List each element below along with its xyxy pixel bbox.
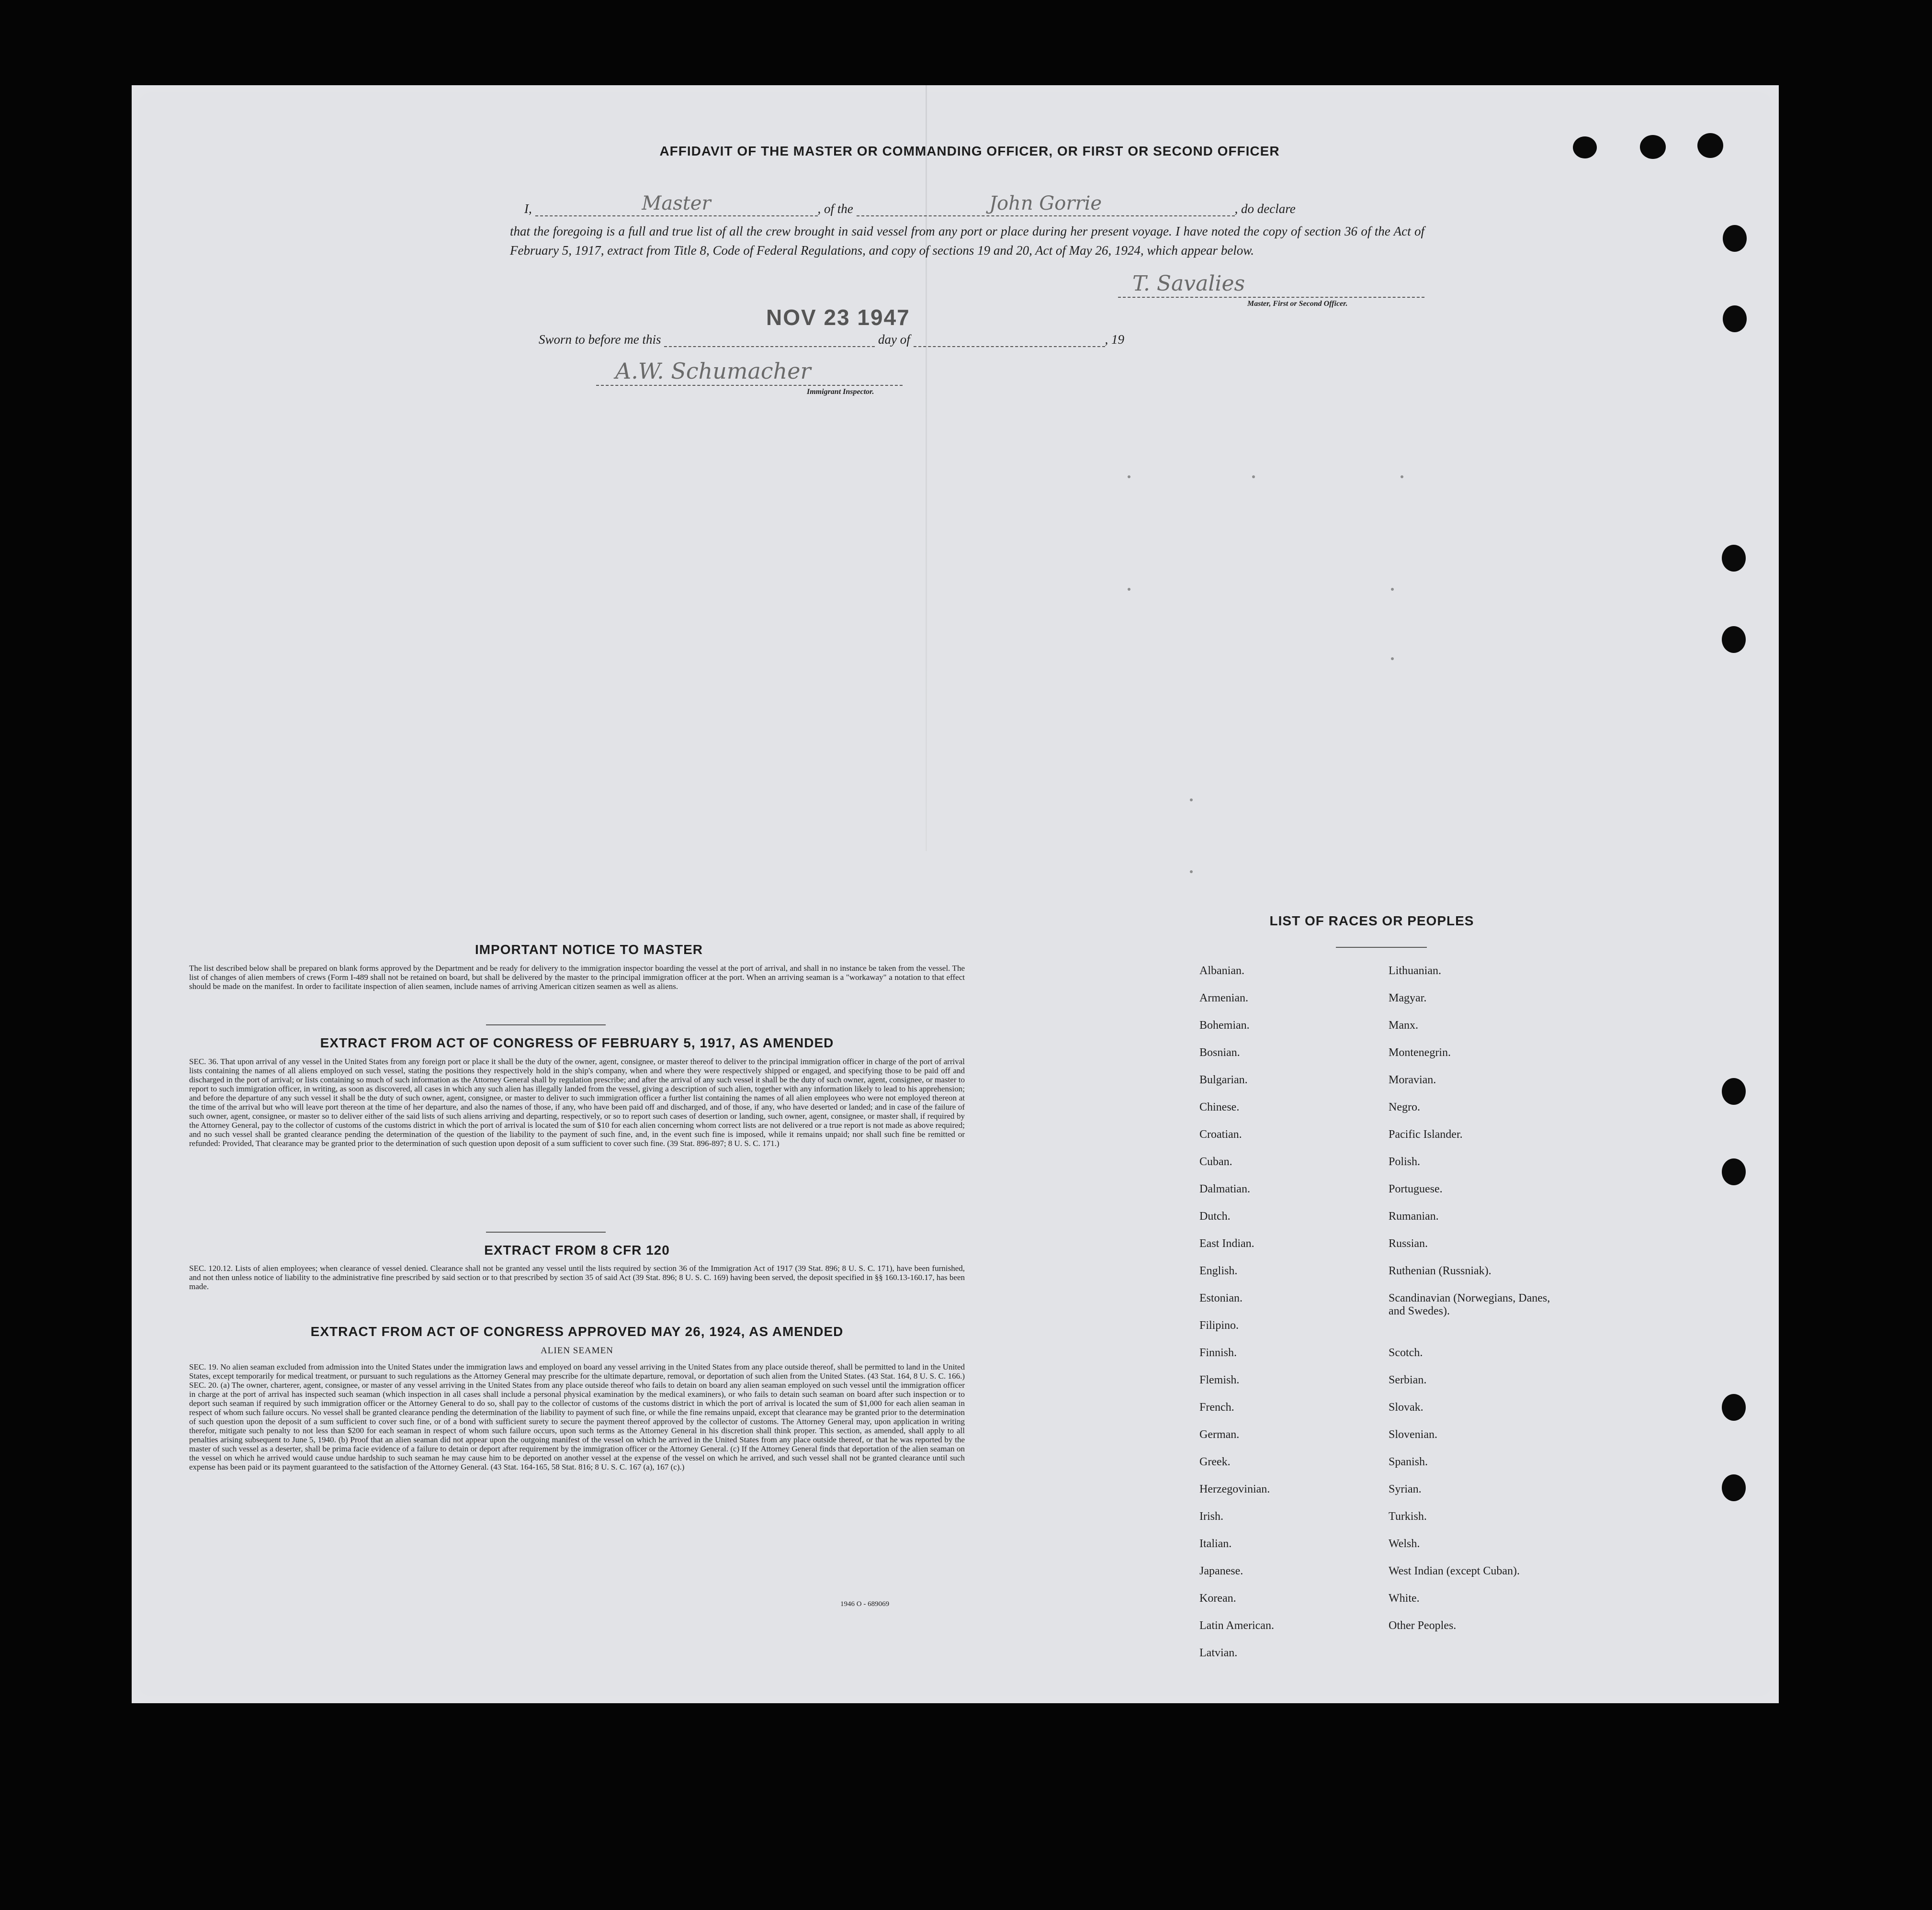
race-item: Albanian. bbox=[1199, 965, 1244, 977]
race-item: Negro. bbox=[1389, 1101, 1420, 1113]
officer-signature-line bbox=[1118, 273, 1424, 298]
affidavit-title: AFFIDAVIT OF THE MASTER OR COMMANDING OFFICER, OR FIRST OR SECOND OFFICER bbox=[659, 144, 1280, 158]
race-item: Croatian. bbox=[1199, 1128, 1242, 1141]
bleed-mark bbox=[1128, 588, 1130, 591]
race-item: Ruthenian (Russniak). bbox=[1389, 1265, 1491, 1277]
punch-hole bbox=[1722, 545, 1746, 572]
race-item: Dutch. bbox=[1199, 1210, 1231, 1223]
extract-cfr-text: SEC. 120.12. Lists of alien employees; when clearance of vessel denied. Clearance shall not be granted any vessel until the lists required by section 36 of the Immigration Act of 1917 (39 Stat. 896; 8 U. S. C. 171), have been furnished, and not then unless notice of liability to the administrative fine prescribed by said section or to that prescribed by section 35 of said Act (39 Stat. 896; 8 U. S. C. 169) having been served, the deposit specified in §§ 160.13-160.17, has been made. bbox=[189, 1264, 965, 1291]
declaration-text: that the foregoing is a full and true list of all the crew brought in said vessel from any port or place during her present voyage. I have noted the copy of section 36 of the Act of February 5, 1917, extract from Title 8, Code of Federal Regulations, and copy of sections 19 and 20, Act of May 26, 1924, which appear below. bbox=[510, 224, 1424, 258]
bleed-mark bbox=[1391, 588, 1394, 591]
sworn-label: Sworn to before me this bbox=[539, 332, 661, 347]
punch-hole bbox=[1722, 1394, 1746, 1421]
race-item: Latin American. bbox=[1199, 1619, 1274, 1632]
race-item: Scotch. bbox=[1389, 1347, 1423, 1359]
day-of-label: day of bbox=[878, 332, 910, 347]
race-item: East Indian. bbox=[1199, 1237, 1254, 1250]
inspector-caption: Immigrant Inspector. bbox=[807, 388, 874, 396]
race-item: Bosnian. bbox=[1199, 1046, 1240, 1059]
document-page bbox=[132, 85, 1779, 1703]
race-item: Serbian. bbox=[1389, 1374, 1427, 1386]
race-item: Flemish. bbox=[1199, 1374, 1240, 1386]
race-item: Bohemian. bbox=[1199, 1019, 1250, 1032]
race-item: Spanish. bbox=[1389, 1456, 1428, 1468]
sworn-line bbox=[539, 332, 1305, 351]
race-item: Portuguese. bbox=[1389, 1183, 1443, 1195]
race-item: Italian. bbox=[1199, 1538, 1232, 1550]
extract-1924-title: EXTRACT FROM ACT OF CONGRESS APPROVED MAY 26, 1924, AS AMENDED bbox=[310, 1324, 844, 1339]
sworn-month-field bbox=[914, 332, 1105, 347]
extract-1924-subtitle: ALIEN SEAMEN bbox=[541, 1346, 613, 1356]
punch-hole bbox=[1723, 305, 1747, 332]
race-item: Welsh. bbox=[1389, 1538, 1420, 1550]
vessel-name-field bbox=[857, 192, 1235, 216]
divider bbox=[486, 1232, 606, 1233]
race-item: English. bbox=[1199, 1265, 1238, 1277]
race-item: Dalmatian. bbox=[1199, 1183, 1250, 1195]
date-stamp: NOV 23 1947 bbox=[766, 305, 910, 330]
race-item: Pacific Islander. bbox=[1389, 1128, 1463, 1141]
race-item: Scandinavian (Norwegians, Danes, and Swedes). bbox=[1389, 1292, 1550, 1317]
race-item: Herzegovinian. bbox=[1199, 1483, 1270, 1495]
extract-1917-text: SEC. 36. That upon arrival of any vessel in the United States from any foreign port or place it shall be the duty of the owner, agent, consignee, or master thereof to deliver to the principal immigration officer in charge of the port of arrival lists containing the names of all aliens employed on such vessel, stating the positions they respectively hold in the ship's company, when and where they were respectively shipped or engaged, and specifying those to be paid off and discharged in the port of arrival; or lists containing so much of such information as the Attorney General shall by regulation prescribe; and after the arrival of any such vessel it shall be the duty of such owner, agent, consignee, or master to report to such immigration officer, in writing, as soon as discovered, all cases in which any such alien has illegally landed from the vessel, giving a description of such alien, together with any information likely to lead to his apprehension; and before the departure of any such vessel it shall be the duty of such owner, agent, consignee, or master to deliver to such immigration officer a further list containing the names of all alien employees who were not employed thereon at the time of the arrival but who will leave port thereon at the time of her departure, and also the names of those, if any, who have been paid off and discharged, and of those, if any, who have deserted or landed; and in case of the failure of such owner, agent, consignee, or master so to deliver either of the said lists of such aliens arriving and departing, respectively, or so to report such cases of desertion or landing, such owner, agent, consignee, or master shall, if required by the Attorney General, pay to the collector of customs of the customs district in which the port of arrival is located the sum of $10 for each alien concerning whom correct lists are not delivered or a true report is not made as above required; and no such vessel shall be granted clearance pending the determination of the question of the liability to the payment of such fine, and, in the event such fine is imposed, while it remains unpaid; nor shall such fine be remitted or refunded: Provided, That clearance may be granted prior to the determination of such question upon deposit of a sum sufficient to cover such fine. (39 Stat. 896-897; 8 U. S. C. 171.) bbox=[189, 1057, 965, 1148]
bleed-mark bbox=[1128, 475, 1130, 478]
punch-hole bbox=[1722, 1078, 1746, 1105]
race-item: Armenian. bbox=[1199, 992, 1248, 1004]
race-item: Polish. bbox=[1389, 1156, 1421, 1168]
do-declare-label: , do declare bbox=[1234, 202, 1296, 216]
print-code: 1946 O - 689069 bbox=[840, 1600, 890, 1608]
bleed-mark bbox=[1190, 870, 1193, 873]
divider bbox=[1336, 947, 1427, 948]
race-item: Moravian. bbox=[1389, 1074, 1436, 1086]
punch-hole bbox=[1640, 135, 1666, 159]
race-item: Estonian. bbox=[1199, 1292, 1243, 1304]
race-item: Greek. bbox=[1199, 1456, 1231, 1468]
notice-text: The list described below shall be prepared on blank forms approved by the Department and be ready for delivery to the immigration inspector boarding the vessel at the port of arrival, and shall in no instance be taken from the vessel. The list of changes of alien members of crews (Form I-489 shall not be retained on board, but shall be delivered by the master to the principal immigration officer at the port. When an arriving seaman is a "workaway" a notation to that effect should be made on the manifest. In order to facilitate inspection of alien seamen, include names of arriving American citizen seamen as well as aliens. bbox=[189, 964, 965, 991]
declaration-first-line bbox=[524, 192, 1424, 220]
race-item: Montenegrin. bbox=[1389, 1046, 1451, 1059]
race-item: Bulgarian. bbox=[1199, 1074, 1248, 1086]
race-item: Chinese. bbox=[1199, 1101, 1240, 1113]
race-item: Japanese. bbox=[1199, 1565, 1243, 1577]
sworn-day-field bbox=[664, 332, 875, 347]
punch-hole bbox=[1722, 626, 1746, 653]
punch-hole bbox=[1573, 136, 1597, 158]
extract-1917-title: EXTRACT FROM ACT OF CONGRESS OF FEBRUARY 5, 1917, AS AMENDED bbox=[320, 1035, 834, 1050]
race-item: Slovak. bbox=[1389, 1401, 1424, 1414]
year-label: , 19 bbox=[1105, 332, 1124, 347]
race-item: West Indian (except Cuban). bbox=[1389, 1565, 1520, 1577]
vessel-name-handwritten: John Gorrie bbox=[989, 192, 1102, 214]
extract-cfr-title: EXTRACT FROM 8 CFR 120 bbox=[484, 1243, 670, 1258]
race-item: Lithuanian. bbox=[1389, 965, 1441, 977]
bleed-mark bbox=[1252, 475, 1255, 478]
punch-hole bbox=[1722, 1474, 1746, 1501]
race-item: Korean. bbox=[1199, 1592, 1236, 1605]
race-item: Irish. bbox=[1199, 1510, 1223, 1523]
master-name-field bbox=[535, 192, 818, 216]
punch-hole bbox=[1723, 225, 1747, 252]
races-title: LIST OF RACES OR PEOPLES bbox=[1269, 913, 1474, 928]
race-item: Russian. bbox=[1389, 1237, 1428, 1250]
master-name-handwritten: Master bbox=[642, 192, 711, 214]
race-item: Slovenian. bbox=[1389, 1428, 1437, 1441]
notice-title: IMPORTANT NOTICE TO MASTER bbox=[475, 942, 703, 957]
inspector-signature: A.W. Schumacher bbox=[615, 358, 811, 384]
officer-signature-caption: Master, First or Second Officer. bbox=[1247, 300, 1348, 308]
race-item: Magyar. bbox=[1389, 992, 1427, 1004]
bleed-mark bbox=[1391, 657, 1394, 660]
punch-hole bbox=[1722, 1158, 1746, 1185]
of-the-label: , of the bbox=[817, 202, 853, 216]
race-item: German. bbox=[1199, 1428, 1240, 1441]
divider bbox=[486, 1024, 606, 1025]
race-item: Latvian. bbox=[1199, 1647, 1238, 1659]
punch-hole bbox=[1697, 133, 1723, 158]
race-item: Filipino. bbox=[1199, 1319, 1239, 1332]
race-item: Other Peoples. bbox=[1389, 1619, 1457, 1632]
race-item: French. bbox=[1199, 1401, 1234, 1414]
inspector-signature-line bbox=[596, 358, 903, 386]
race-item: Syrian. bbox=[1389, 1483, 1422, 1495]
bleed-mark bbox=[1401, 475, 1403, 478]
race-item: Rumanian. bbox=[1389, 1210, 1439, 1223]
race-item: White. bbox=[1389, 1592, 1420, 1605]
race-item: Turkish. bbox=[1389, 1510, 1427, 1523]
race-item: Finnish. bbox=[1199, 1347, 1237, 1359]
officer-signature: T. Savalies bbox=[1132, 271, 1245, 296]
i-label: I, bbox=[524, 202, 532, 216]
race-item: Manx. bbox=[1389, 1019, 1418, 1032]
race-item: Cuban. bbox=[1199, 1156, 1232, 1168]
bleed-mark bbox=[1190, 798, 1193, 801]
extract-1924-text: SEC. 19. No alien seaman excluded from admission into the United States under the immigration laws and employed on board any vessel arriving in the United States from any place outside thereof, shall be permitted to land in the United States, except temporarily for medical treatment, or pursuant to such regulations as the Attorney General may prescribe for the ultimate departure, removal, or deportation of such alien from the United States. (43 Stat. 164, 8 U. S. C. 166.) SEC. 20. (a) The owner, charterer, agent, consignee, or master of any vessel arriving in the United States from any place outside thereof who fails to detain on board any alien seaman employed on such vessel until the immigration officer in charge at the port of arrival has inspected such seaman (which inspection in all cases shall include a personal physical examination by the medical examiners), or who fails to detain such seaman on board after such inspection or to deport such seaman if required by such immigration officer or the Attorney General to do so, shall pay to the collector of customs of the customs district in which the port of arrival is located the sum of $1,000 for each alien seaman in respect of whom such failure occurs. No vessel shall be granted clearance pending the determination of the liability to payment of such fine, or while the fine remains unpaid, except that clearance may be granted prior to the determination of such question upon the deposit of a sum sufficient to cover such fine, or of a bond with sufficient surety to secure the payment thereof approved by the collector of customs. The Attorney General may, upon application in writing therefor, mitigate such penalty to not less than $200 for each seaman in respect of whom such failure occurs, upon such terms as the Attorney General in his discretion shall think proper. This section, as amended, shall apply to all penalties arising subsequent to June 5, 1940. (b) Proof that an alien seaman did not appear upon the outgoing manifest of the vessel on which he arrived in the United States from any place outside thereof, or that he was reported by the master of such vessel as a deserter, shall be prima facie evidence of a failure to detain or deport after requirement by the immigration officer or the Attorney General. (c) If the Attorney General finds that deportation of the alien seaman on the vessel on which he arrived would cause undue hardship to such seaman he may cause him to be deported on another vessel at the expense of the vessel on which he arrived, and such vessel shall not be granted clearance until such expense has been paid or its payment guaranteed to the satisfaction of the Attorney General. (43 Stat. 164-165, 58 Stat. 816; 8 U. S. C. 167 (a), 167 (c).) bbox=[189, 1362, 965, 1472]
